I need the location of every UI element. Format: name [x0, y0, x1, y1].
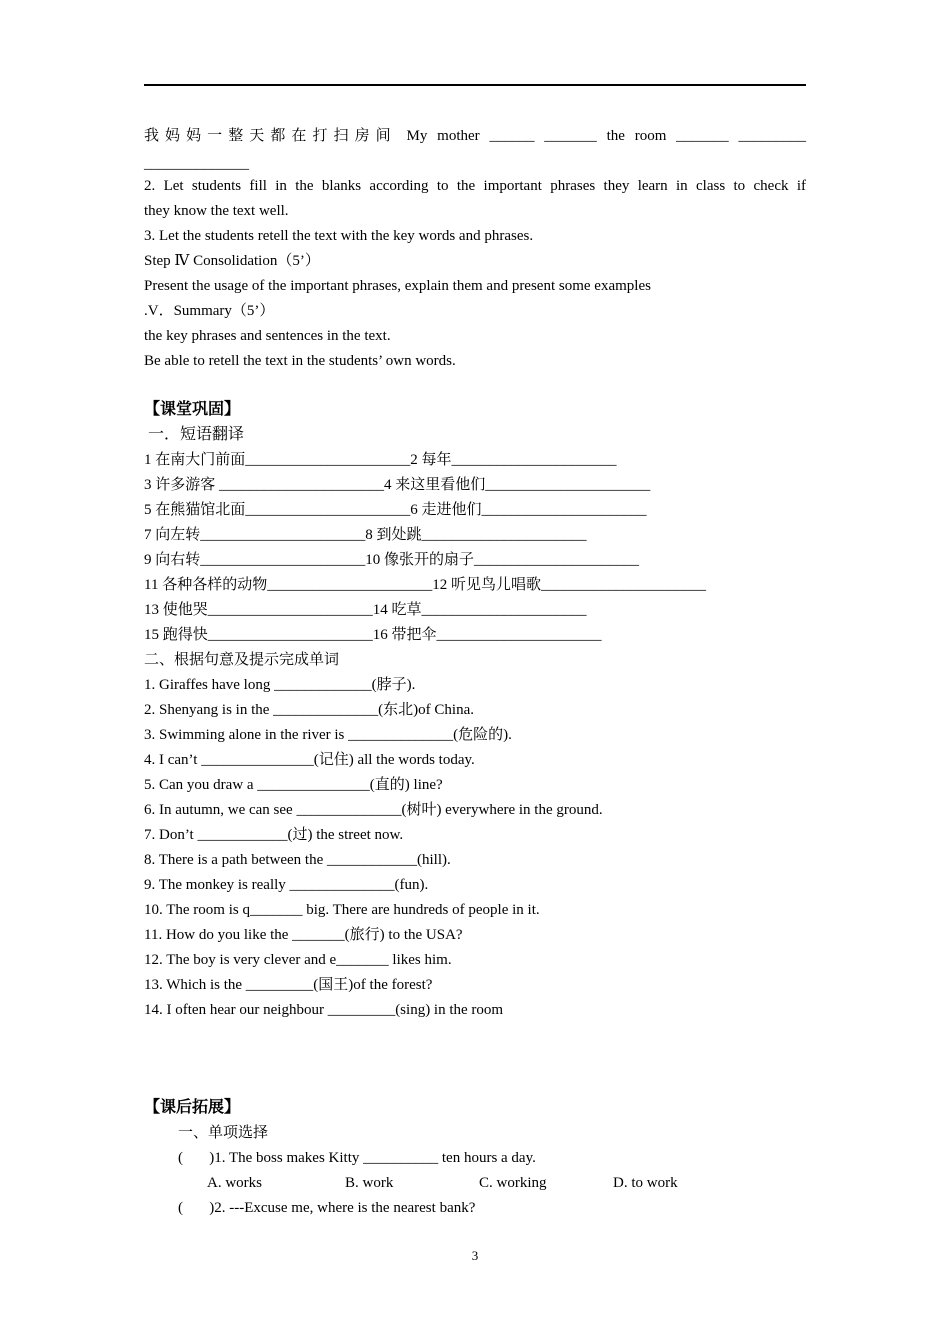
page-number: 3	[471, 1248, 479, 1263]
word-item: 9. The monkey is really ______________(fun).	[144, 877, 429, 893]
word-item: 13. Which is the _________(国王)of the forest?	[144, 977, 433, 993]
phrase-translation-heading: 一．短语翻译	[148, 426, 245, 443]
top-rule	[144, 84, 806, 86]
word-item: 1. Giraffes have long _____________(脖子).	[144, 677, 416, 693]
phrase-item: 5 在熊猫馆北面______________________6 走进他们______________________	[144, 502, 647, 518]
answer-blank-line: ______________	[144, 156, 249, 172]
option-a: A. works	[207, 1175, 262, 1191]
word-item: 6. In autumn, we can see ______________(树叶) everywhere in the ground.	[144, 802, 603, 818]
phrase-item: 13 使他哭______________________14 吃草______________________	[144, 602, 587, 618]
step-4-text: Present the usage of the important phrases, explain them and present some examples	[144, 278, 651, 294]
step-item-2: 2. Let students fill in the blanks according to the important phrases they learn in class to check if	[144, 178, 806, 194]
step-item-2-cont: they know the text well.	[144, 203, 289, 219]
summary-heading: .V．Summary（5’）	[144, 303, 275, 319]
step-item-3: 3. Let the students retell the text with the key words and phrases.	[144, 228, 534, 244]
word-completion-heading: 二、根据句意及提示完成单词	[144, 652, 340, 668]
section-heading-consolidation: 【课堂巩固】	[144, 401, 241, 418]
phrase-item: 11 各种各样的动物______________________12 听见鸟儿唱歌______________________	[144, 577, 706, 593]
summary-line-1: the key phrases and sentences in the text.	[144, 328, 391, 344]
word-item: 11. How do you like the _______(旅行) to the USA?	[144, 927, 463, 943]
word-item: 4. I can’t _______________(记住) all the words today.	[144, 752, 475, 768]
word-item: 14. I often hear our neighbour _________(sing) in the room	[144, 1002, 504, 1018]
option-c: C. working	[479, 1175, 547, 1191]
word-item: 8. There is a path between the ____________(hill).	[144, 852, 451, 868]
word-item: 2. Shenyang is in the ______________(东北)of China.	[144, 702, 474, 718]
phrase-item: 1 在南大门前面______________________2 每年______________________	[144, 452, 617, 468]
word-item: 7. Don’t ____________(过) the street now.	[144, 827, 404, 843]
question-1: ( )1. The boss makes Kitty __________ ten hours a day.	[178, 1150, 536, 1166]
multiple-choice-heading: 一、单项选择	[178, 1125, 269, 1141]
option-d: D. to work	[613, 1175, 678, 1191]
translation-sentence: 我妈妈一整天都在打扫房间 My mother ______ _______ the room _______ _________	[144, 128, 806, 144]
section-heading-extension: 【课后拓展】	[144, 1099, 241, 1116]
word-item: 10. The room is q_______ big. There are hundreds of people in it.	[144, 902, 540, 918]
phrase-item: 7 向左转______________________8 到处跳______________________	[144, 527, 587, 543]
word-item: 12. The boy is very clever and e_______ likes him.	[144, 952, 452, 968]
phrase-item: 9 向右转______________________10 像张开的扇子______________________	[144, 552, 640, 568]
word-item: 3. Swimming alone in the river is ______________(危险的).	[144, 727, 512, 743]
phrase-item: 15 跑得快______________________16 带把伞______________________	[144, 627, 602, 643]
option-b: B. work	[345, 1175, 394, 1191]
summary-line-2: Be able to retell the text in the students’ own words.	[144, 353, 456, 369]
phrase-item: 3 许多游客 ______________________4 来这里看他们______________________	[144, 477, 651, 493]
step-4-heading: Step Ⅳ Consolidation（5’）	[144, 253, 320, 269]
question-2: ( )2. ---Excuse me, where is the nearest bank?	[178, 1200, 476, 1216]
word-item: 5. Can you draw a _______________(直的) line?	[144, 777, 443, 793]
